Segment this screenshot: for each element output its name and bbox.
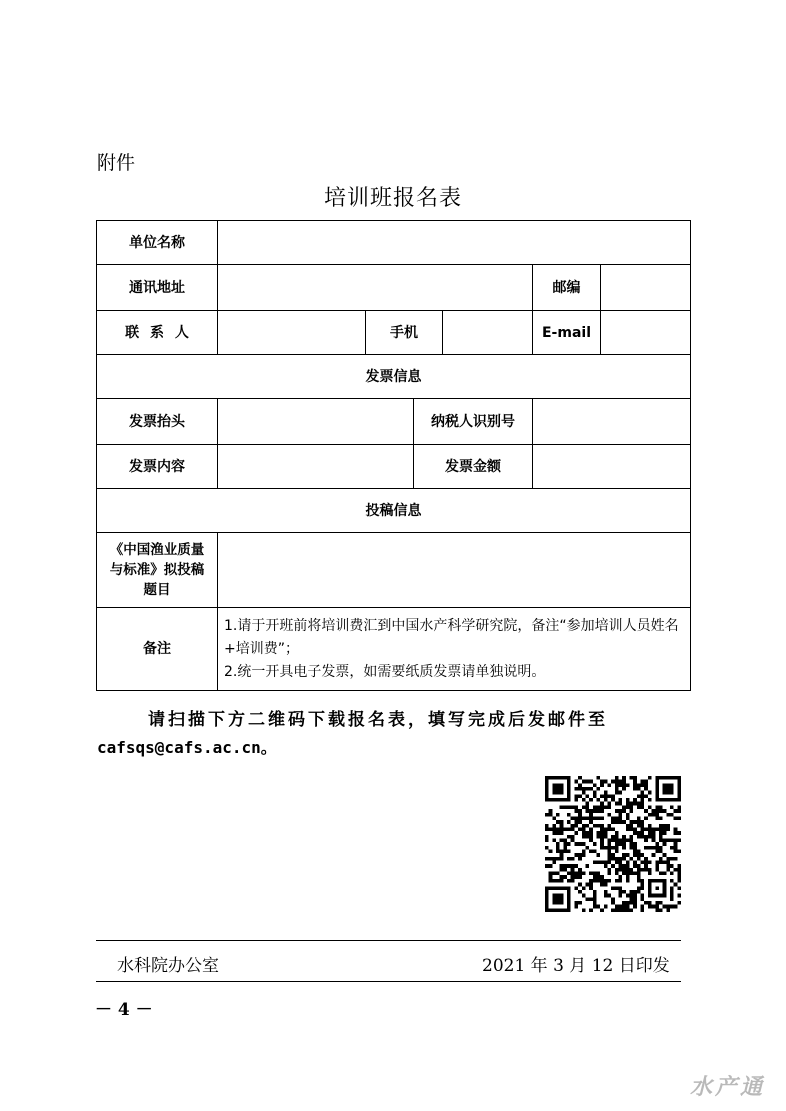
table-row <box>97 265 691 311</box>
invoice-amount-label: 发票金额 <box>414 445 533 489</box>
table-row <box>97 533 691 608</box>
invoice-section-heading: 发票信息 <box>97 355 691 399</box>
registration-form-table <box>96 220 691 691</box>
table-row <box>97 399 691 445</box>
attachment-label: 附件 <box>97 152 136 174</box>
footer-bottom-divider <box>96 981 681 982</box>
journal-topic-label: 《中国渔业质量与标准》拟投稿题目 <box>97 533 218 608</box>
table-row <box>97 221 691 265</box>
invoice-title-field[interactable] <box>218 399 414 445</box>
invoice-title-label: 发票抬头 <box>97 399 218 445</box>
address-label: 通讯地址 <box>97 265 218 311</box>
email-label: E-mail <box>533 311 601 355</box>
postcode-label: 邮编 <box>533 265 601 311</box>
table-row <box>97 311 691 355</box>
taxpayer-id-label: 纳税人识别号 <box>414 399 533 445</box>
journal-topic-field[interactable] <box>218 533 691 608</box>
phone-label: 手机 <box>366 311 443 355</box>
issuing-office: 水科院办公室 <box>117 956 219 976</box>
table-row <box>97 445 691 489</box>
unit-name-label: 单位名称 <box>97 221 218 265</box>
invoice-content-label: 发票内容 <box>97 445 218 489</box>
postcode-field[interactable] <box>601 265 691 311</box>
page-number: － 4 － <box>95 1000 153 1020</box>
issue-date: 2021 年 3 月 12 日印发 <box>482 956 670 976</box>
notes-content <box>218 608 691 691</box>
footer-top-divider <box>96 940 681 941</box>
note-item: 1.请于开班前将培训费汇到中国水产科学研究院，备注“参加培训人员姓名+培训费”； <box>224 617 679 657</box>
watermark-logo: 水产通 <box>690 1075 766 1100</box>
submission-section-heading: 投稿信息 <box>97 489 691 533</box>
table-row <box>97 608 691 691</box>
page-title: 培训班报名表 <box>323 186 462 211</box>
note-item: 2.统一开具电子发票，如需要纸质发票请单独说明。 <box>224 663 546 680</box>
phone-field[interactable] <box>443 311 533 355</box>
table-row <box>97 355 691 399</box>
qr-code-image <box>545 776 681 912</box>
instruction-line-1: 请扫描下方二维码下载报名表，填写完成后发邮件至 <box>148 710 608 730</box>
taxpayer-id-field[interactable] <box>533 399 691 445</box>
email-field[interactable] <box>601 311 691 355</box>
instruction-email: cafsqs@cafs.ac.cn。 <box>97 738 277 757</box>
contact-label: 联 系 人 <box>97 311 218 355</box>
address-field[interactable] <box>218 265 533 311</box>
notes-label: 备注 <box>97 608 218 691</box>
invoice-content-field[interactable] <box>218 445 414 489</box>
unit-name-field[interactable] <box>218 221 691 265</box>
invoice-amount-field[interactable] <box>533 445 691 489</box>
table-row <box>97 489 691 533</box>
contact-field[interactable] <box>218 311 366 355</box>
